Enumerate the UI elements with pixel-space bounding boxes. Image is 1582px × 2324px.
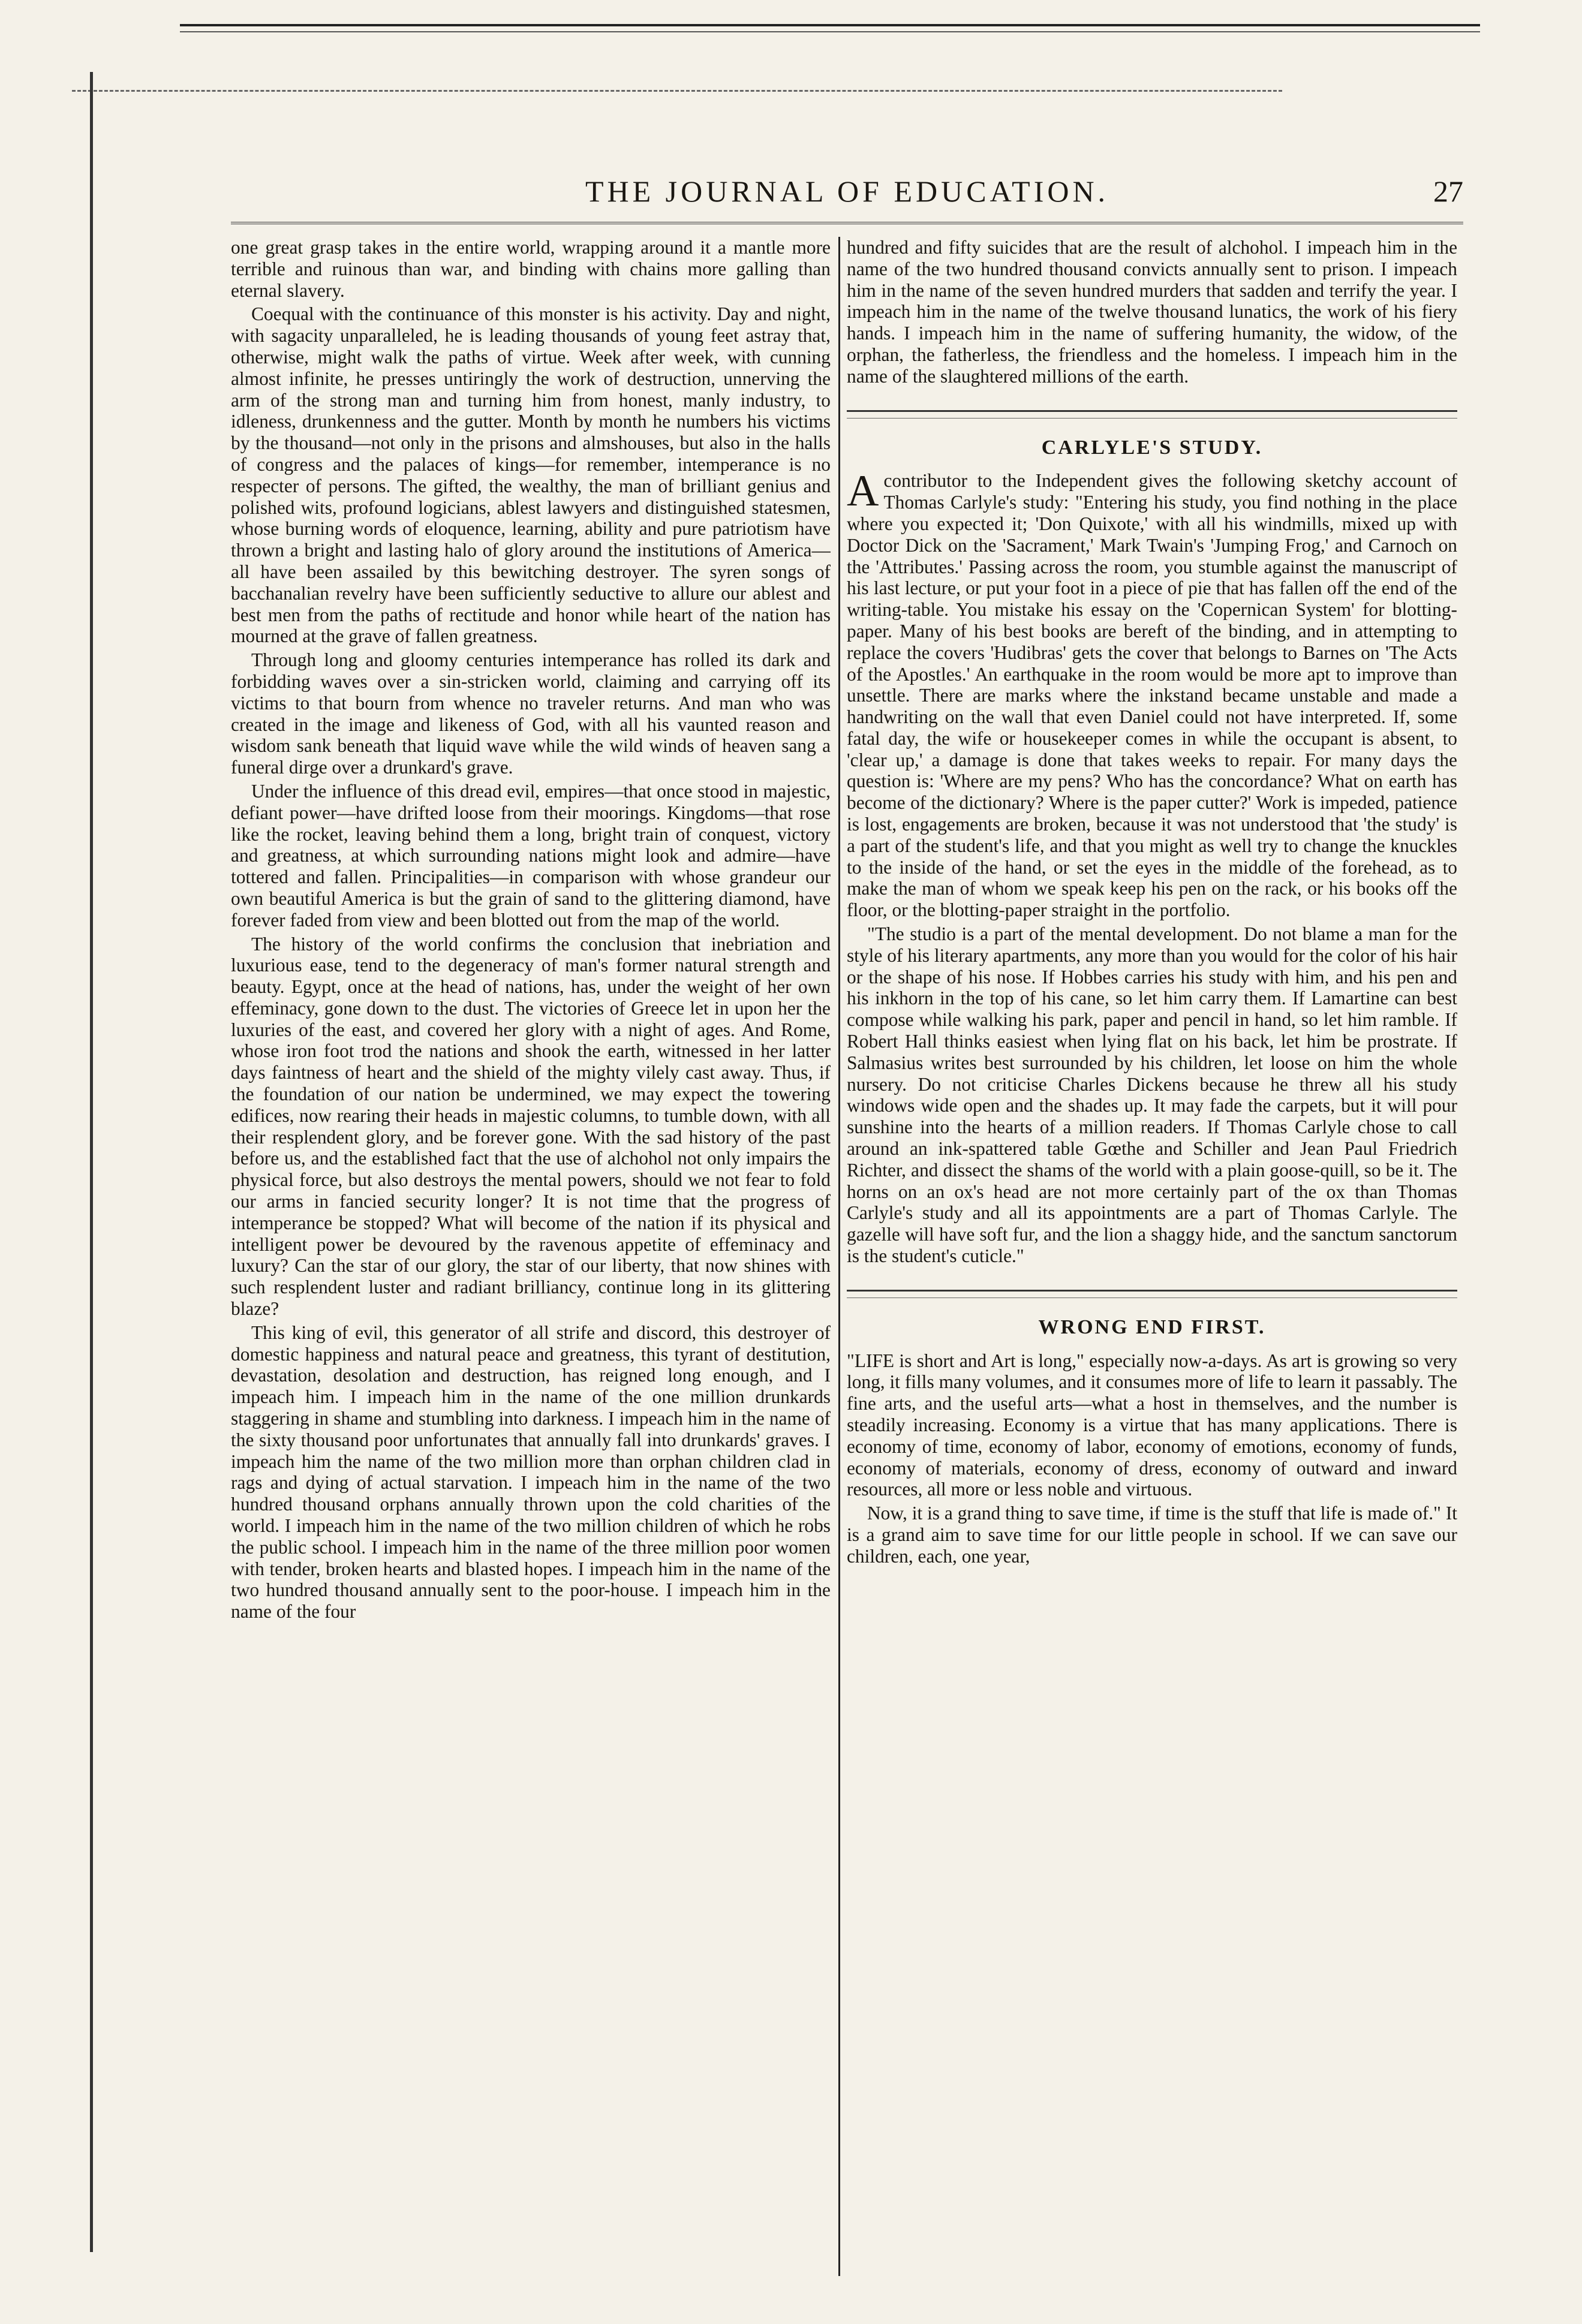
- paragraph: hundred and fifty suicides that are the result of alchohol. I impeach him in the name of the two hundred thousand convicts annually sent to prison. I impeach him in the name of the seven hundred murders that sadden and terrify the year. I impeach him in the name of the twelve thousand lunatics, the work of his fiery hands. I impeach him in the name of suffering humanity, the widow, of the orphan, the fatherless, the friendless and the homeless. I impeach him in the name of the slaughtered millions of the earth.: [847, 237, 1457, 387]
- paragraph: [847, 466, 1457, 921]
- page-number: 27: [1433, 174, 1463, 208]
- article-title: WRONG END FIRST.: [1038, 1315, 1266, 1338]
- paragraph: one great grasp takes in the entire world, wrapping around it a mantle more terrible and ruinous than war, and binding with chains more galling than eternal slavery.: [231, 237, 831, 301]
- paragraph: The history of the world confirms the conclusion that inebriation and luxurious ease, tend to the degeneracy of man's former natural strength and beauty. Egypt, once at the head of nations, has, under the weight of her own effeminacy, gone down to the dust. The victories of Greece let in upon her the luxuries of the east, and covered her glory with a night of ages. And Rome, whose iron foot trod the nations and shook the earth, witnessed in her latter days faintness of heart and the shield of the mighty vilely cast away. Thus, if the foundation of our nation be undermined, we may expect the towering edifices, now rearing their heads in majestic columns, to tumble down, with all their resplendent glory, and be forever gone. With the sad history of the past before us, and the established fact that the use of alchohol not only impairs the physical force, but also destroys the mental powers, should we not fear to fold our arms in fancied security longer? It is not time that the progress of intemperance be stopped? What will become of the nation if its physical and intelligent power be devoured by the ravenous appetite of effeminacy and luxury? Can the star of our glory, the star of our liberty, that now shines with such resplendent luster and radiant brilliancy, continue long in its glittering blaze?: [231, 933, 831, 1320]
- section-divider: [847, 410, 1457, 419]
- article-title: CARLYLE'S STUDY.: [1041, 436, 1263, 459]
- paragraph: Now, it is a grand thing to save time, if time is the stuff that life is made of." It is a grand aim to save time for our little people in school. If we can save our children, each, one year,: [847, 1503, 1457, 1567]
- drop-cap: A: [847, 466, 879, 516]
- paragraph: Through long and gloomy centuries intemperance has rolled its dark and forbidding waves over a sin-stricken world, claiming and carrying off its victims to that bourn from whence no traveler returns. And man who was created in the image and likeness of God, with all his vaunted reason and wisdom sank beneath that liquid wave while the wild winds of heaven sang a funeral dirge over a drunkard's grave.: [231, 649, 831, 778]
- paragraph: Under the influence of this dread evil, empires—that once stood in majestic, defiant power—have drifted loose from their moorings. Kingdoms—that rose like the rocket, leaving behind them a long, bright train of conquest, victory and greatness, at which surrounding nations might look and admire—have tottered and fallen. Principalities—in comparison with whose grandeur our own beautiful America is but the grain of sand to the glittering diamond, have forever faded from view and been blotted out from the map of the world.: [231, 780, 831, 931]
- binding-margin-line: [90, 72, 93, 2252]
- paragraph: "LIFE is short and Art is long," especially now-a-days. As art is growing so very long, it fills many volumes, and it consumes more of life to learn it passably. The fine arts, and the useful arts—what a host in themselves, and the number is steadily increasing. Economy is a virtue that has many applications. There is economy of time, economy of labor, economy of emotions, economy of funds, economy of materials, economy of dress, economy of outward and inward resources, all more or less noble and virtuous.: [847, 1350, 1457, 1500]
- article-wrong-end-first: [847, 1316, 1457, 1567]
- top-dashed-rule: [72, 90, 1282, 92]
- section-divider: [847, 1290, 1457, 1298]
- running-title: THE JOURNAL OF EDUCATION.: [585, 174, 1109, 208]
- paragraph-text: contributor to the Independent gives the following sketchy account of Thomas Carlyle's study: "Entering his study, you find nothing in the place where you expected it; 'Don Quixote,' with all his windmills, mixed up with Doctor Dick on the 'Sacrament,' Mark Twain's 'Jumping Frog,' and Carnoch on the 'Attributes.' Passing across the room, you stumble against the manuscript of his last lecture, or put your foot in a piece of pie that has fallen off the end of the writing-table. You mistake his essay on the 'Copernican System' for blotting-paper. Many of his best books are bereft of the binding, and in attempting to replace the covers 'Hudibras' gets the cover that belongs to Barnes on 'The Acts of the Apostles.' An earthquake in the room would be more apt to improve than unsettle. There are marks where the inkstand became unstable and made a handwriting on the wall that even Daniel could not have interpreted. If, some fatal day, the wife or housekeeper comes in while the occupant is absent, to 'clear up,' a damage is done that takes weeks to repair. For many days the question is: 'Where are my pens? Who has the concordance? What on earth has become of the dictionary? Where is the paper cutter?' Work is impeded, patience is lost, engagements are broken, because it was not understood that 'the study' is a part of the student's life, and that you might as well try to change the knuckles to the inside of the hand, or set the eyes in the middle of the forehead, as to make the man of whom we speak keep his pen on the rack, or his books off the floor, or the blotting-paper straight in the portfolio.: [847, 470, 1457, 921]
- paragraph: Coequal with the continuance of this monster is his activity. Day and night, with sagacity unparalleled, he is leading thousands of young feet astray that, otherwise, might walk the paths of virtue. Week after week, with cunning almost infinite, he presses untiringly the work of destruction, unnerving the arm of the strong man and turning him from honest, manly industry, to idleness, drunkenness and the gutter. Month by month he numbers his victims by the thousand—not only in the prisons and almshouses, but also in the halls of congress and the palaces of kings—for remember, intemperance is no respecter of persons. The gifted, the wealthy, the man of brilliant genius and polished wits, profound logicians, ablest lawyers and distinguished statesmen, whose burning words of eloquence, learning, ability and pure patriotism have thrown a bright and lasting halo of glory around the institutions of America—all have been assailed by this bewitching destroyer. The syren songs of bacchanalian revelry have been sufficiently seductive to allure our ablest and best men from the paths of rectitude and honor while heart of the nation has mourned at the grave of fallen greatness.: [231, 303, 831, 647]
- page-header: [231, 174, 1463, 224]
- right-column: [847, 237, 1457, 2276]
- column-divider: [838, 237, 840, 2276]
- top-border-rule: [180, 24, 1480, 32]
- paragraph: "The studio is a part of the mental development. Do not blame a man for the style of his literary apartments, any more than you would for the color of his hair or the shape of his nose. If Hobbes carries his study with him, and his pen and his inkhorn in the top of his cane, so let him carry them. If Lamartine can best compose while walking his park, paper and pencil in hand, so let him ramble. If Robert Hall thinks easiest when lying flat on his back, let him be prostrate. If Salmasius writes best surrounded by his children, let loose on him the whole nursery. Do not criticise Charles Dickens because he threw all his study windows wide open and the shades up. It may fade the carpets, but it will pour sunshine into the hearts of a million readers. If Thomas Carlyle chose to call around an ink-spattered table Gœthe and Schiller and Jean Paul Friedrich Richter, and dissect the shams of the world with a plain goose-quill, so be it. The horns on an ox's head are not more certainly part of the ox than Thomas Carlyle's study and all its appointments are a part of Thomas Carlyle. The gazelle will have soft fur, and the lion a shaggy hide, and the sanctum sanctorum is the student's cuticle.": [847, 923, 1457, 1267]
- article-carlyles-study: [847, 436, 1457, 1267]
- left-column: [231, 237, 831, 2276]
- paragraph: This king of evil, this generator of all strife and discord, this destroyer of domestic happiness and natural peace and greatness, this tyrant of destitution, devastation, desolation and destruction, has reigned long enough, and I impeach him. I impeach him in the name of the one million drunkards staggering in shame and stumbling into darkness. I impeach him in the name of the sixty thousand poor unfortunates that annually fall into drunkards' graves. I impeach him the name of the two million more than orphan children clad in rags and dying of actual starvation. I impeach him in the name of the two hundred thousand orphans annually thrown upon the cold charities of the world. I impeach him in the name of the two million children of which he robs the public school. I impeach him in the name of the three million poor women with tender, broken hearts and blasted hopes. I impeach him in the name of the two hundred thousand annually sent to the poor-house. I impeach him in the name of the four: [231, 1321, 831, 1622]
